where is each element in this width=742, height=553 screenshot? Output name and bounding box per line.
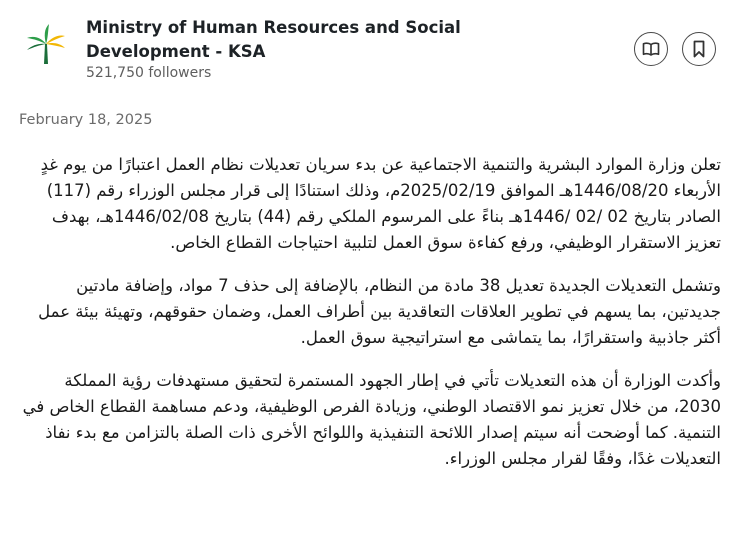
post-paragraph-2: وتشمل التعديلات الجديدة تعديل 38 مادة من النظام، بالإضافة إلى حذف 7 مواد، وإضافة مادتين جديدتين، بما يسهم في تطوير العلاقات التعاقدية بين أطراف العمل، وضمان حقوقهم، وتهيئة بيئة عمل أكثر جاذبية واستقرارًا، بما يتماشى مع استراتيجية سوق العمل. <box>38 276 721 347</box>
post-body <box>19 152 721 489</box>
ministry-logo[interactable] <box>24 22 68 66</box>
post-date: February 18, 2025 <box>19 112 153 128</box>
follower-count: 521,750 followers <box>86 65 212 81</box>
book-open-icon <box>642 40 660 58</box>
save-button[interactable] <box>682 32 716 66</box>
bookmark-icon <box>691 40 707 58</box>
post-paragraph-1: تعلن وزارة الموارد البشرية والتنمية الاجتماعية عن بدء سريان تعديلات نظام العمل اعتبارًا من يوم غدٍ الأربعاء 1446/08/20هـ الموافق 2025/02/19م، وذلك استنادًا إلى قرار مجلس الوزراء رقم (117) الصادر بتاريخ 02 /02 /1446هـ بناءً على المرسوم الملكي رقم (44) بتاريخ 1446/02/08هـ، بهدف تعزيز الاستقرار الوظيفي، ورفع كفاءة سوق العمل لتلبية احتياجات القطاع الخاص. <box>40 155 721 252</box>
organization-name[interactable]: Ministry of Human Resources and Social Development - KSA <box>86 18 461 61</box>
post-header <box>0 0 742 100</box>
palm-logo-icon <box>24 22 68 66</box>
post-paragraph-3: وأكدت الوزارة أن هذه التعديلات تأتي في إطار الجهود المستمرة لتحقيق مستهدفات رؤية المملكة 2030، من خلال تعزيز نمو الاقتصاد الوطني، وزيادة الفرص الوظيفية، ودعم مساهمة القطاع الخاص في التنمية. كما أوضحت أنه سيتم إصدار اللائحة التنفيذية واللوائح الأخرى ذات الصلة بالتزامن مع بدء نفاذ التعديلات غدًا، وفقًا لقرار مجلس الوزراء. <box>22 371 721 468</box>
read-button[interactable] <box>634 32 668 66</box>
